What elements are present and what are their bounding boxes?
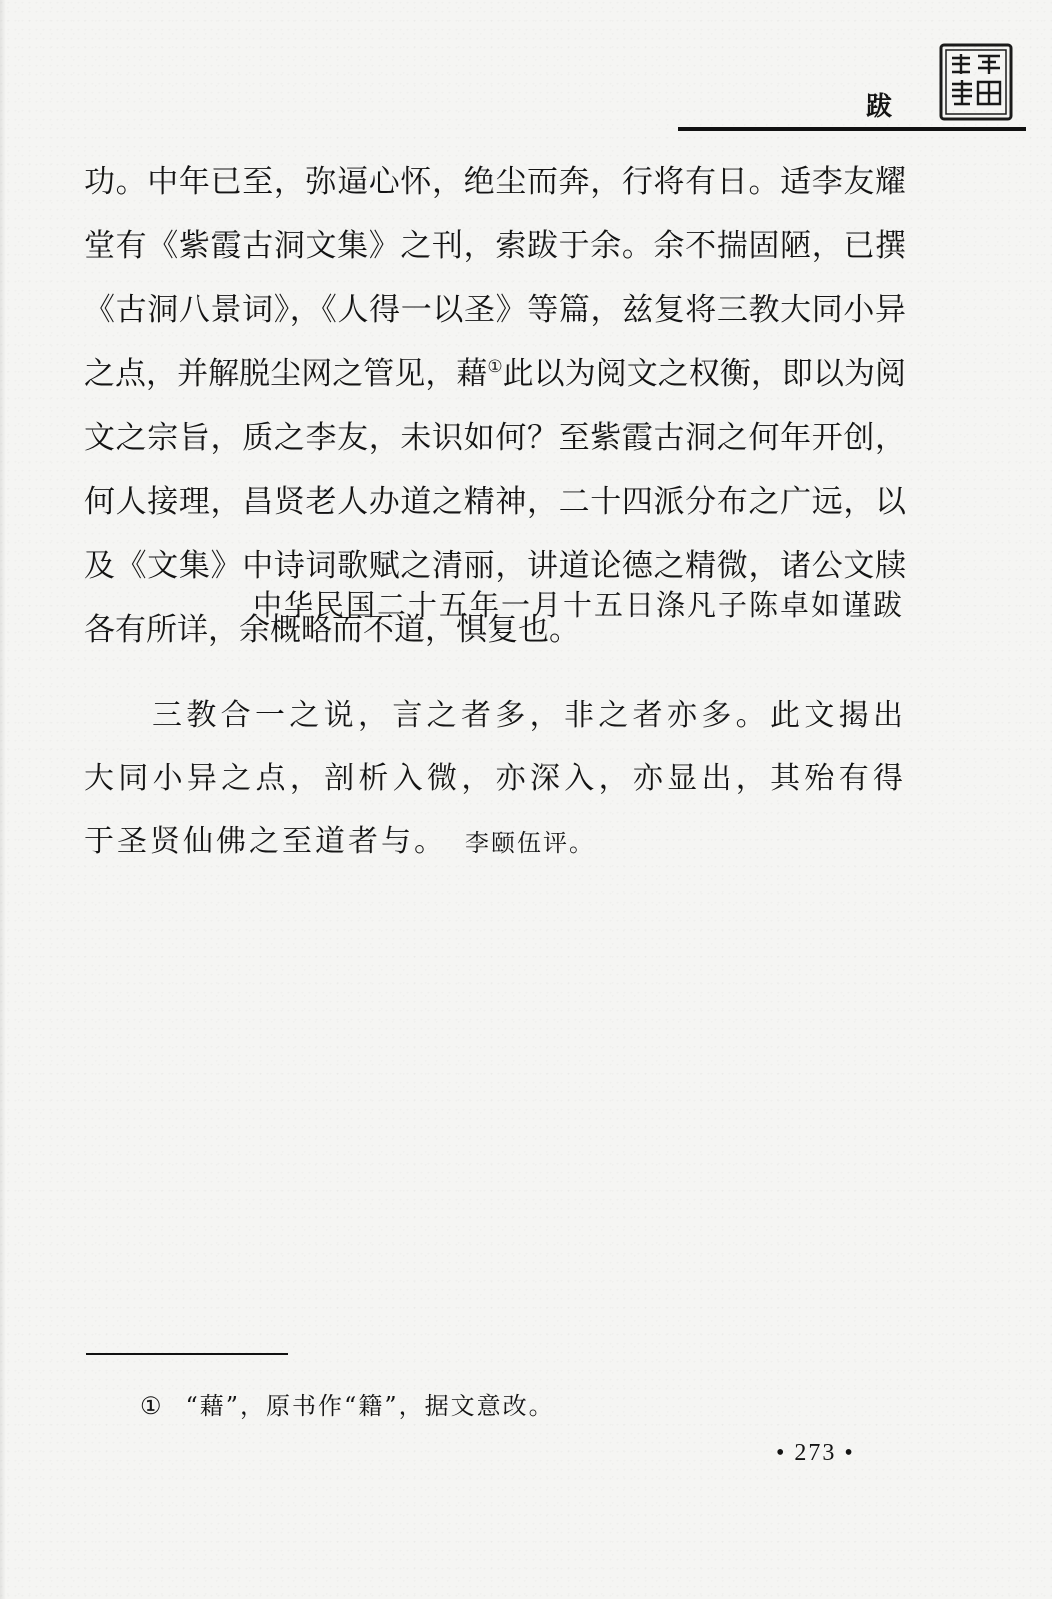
page-edge-shadow (0, 0, 6, 1599)
paragraph-text-part-2: 此以为阅文之权衡，即以为阅文之宗旨，质之李友，未识如何？至紫霞古洞之何年开创，何人接理，昌贤老人办道之精神，二十四派分布之广远，以及《文集》中诗词歌赋之清丽，讲道论德之精微，诸公文牍各有所详，余概略而不道，惧复也。 (84, 356, 907, 648)
commentary-paragraph (84, 684, 906, 875)
commentary-attribution: 李颐伍评。 (465, 829, 595, 857)
signature-line: 中华民国二十五年一月十五日涤凡子陈卓如谨跋 (252, 588, 904, 622)
footnote-mark: ① (140, 1392, 164, 1420)
footnote-text: “藉”，原书作“籍”，据文意改。 (185, 1392, 555, 1420)
footnote-reference: ① (487, 357, 503, 377)
seal-stamp-icon (938, 42, 1014, 122)
header-rule (678, 127, 1026, 131)
page-number: • 273 • (776, 1440, 855, 1466)
footnote (140, 1386, 555, 1421)
commentary-text: 三教合一之说，言之者多，非之者亦多。此文揭出大同小异之点，剖析入微，亦深入，亦显出，其殆有得于圣贤仙佛之至道者与。 (84, 698, 906, 859)
running-head-title: 跋 (866, 92, 895, 122)
footnote-rule (86, 1353, 288, 1355)
paragraph-text-part-1: 功。中年已至，弥逼心怀，绝尘而奔，行将有日。适李友耀堂有《紫霞古洞文集》之刊，索跋于余。余不揣固陋，已撰《古洞八景词》，《人得一以圣》等篇，兹复将三教大同小异之点，并解脱尘网之管见，藉 (84, 164, 906, 392)
